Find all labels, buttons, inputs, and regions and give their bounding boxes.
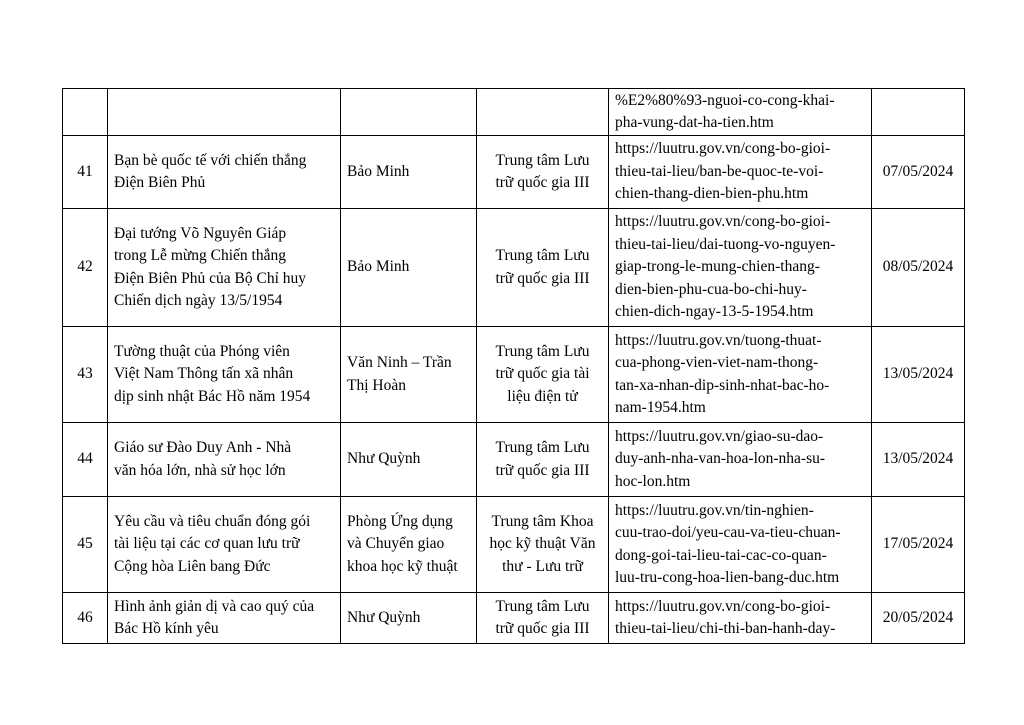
title-cell (108, 89, 341, 136)
source-line: Trung tâm Lưu (495, 439, 590, 456)
url-cell (609, 209, 872, 327)
title-cell (108, 136, 341, 209)
url-line: pha-vung-dat-ha-tien.htm (615, 114, 774, 131)
title-line: Điện Biên Phủ (114, 174, 206, 191)
source-line: Trung tâm Lưu (495, 151, 590, 169)
title-line: Cộng hòa Liên bang Đức (114, 557, 271, 575)
source-cell (477, 327, 609, 423)
source-line: trữ quốc gia III (495, 269, 590, 287)
source-line: liệu điện tử (507, 387, 578, 405)
url-line: tan-xa-nhan-dip-sinh-nhat-bac-ho- (615, 376, 830, 394)
title-line: Việt Nam Thông tấn xã nhân (114, 365, 294, 383)
title-cell (108, 497, 341, 593)
table-row (63, 209, 965, 327)
title-line: tài liệu tại các cơ quan lưu trữ (114, 535, 300, 553)
source-cell (477, 209, 609, 327)
title-cell (108, 209, 341, 327)
url-cell (609, 497, 872, 593)
document-table (62, 88, 965, 644)
url-line: https://luutru.gov.vn/cong-bo-gioi- (615, 597, 831, 615)
title-cell (108, 423, 341, 497)
url-line: %E2%80%93-nguoi-co-cong-khai- (615, 91, 835, 109)
title-line: trong Lễ mừng Chiến thắng (114, 247, 286, 264)
table-row (63, 327, 965, 423)
table-row (63, 497, 965, 593)
title-line: Yêu cầu và tiêu chuẩn đóng gói (114, 512, 311, 530)
source-line: học kỹ thuật Văn (489, 535, 596, 553)
author-line: Thị Hoàn (347, 376, 406, 394)
author-cell (341, 423, 477, 497)
source-cell (477, 593, 609, 644)
source-line: trữ quốc gia tài (495, 365, 590, 383)
url-line: hoc-lon.htm (615, 472, 691, 490)
title-cell (108, 327, 341, 423)
url-line: thieu-tai-lieu/chi-thi-ban-hanh-day- (615, 620, 836, 637)
source-line: trữ quốc gia III (495, 620, 590, 637)
author-line: Bảo Minh (347, 258, 410, 276)
title-line: Giáo sư Đào Duy Anh - Nhà (114, 439, 292, 456)
row-number-cell: 44 (63, 423, 108, 497)
url-cell (609, 89, 872, 136)
title-line: Chiến dịch ngày 13/5/1954 (114, 292, 283, 309)
url-line: cuu-trao-doi/yeu-cau-va-tieu-chuan- (615, 524, 841, 541)
date-cell: 17/05/2024 (872, 497, 965, 593)
url-line: duy-anh-nha-van-hoa-lon-nha-su- (615, 450, 826, 468)
author-line: Như Quỳnh (347, 608, 421, 626)
date-cell: 07/05/2024 (872, 136, 965, 209)
url-line: thieu-tai-lieu/dai-tuong-vo-nguyen- (615, 235, 836, 253)
title-line: Tường thuật của Phóng viên (114, 342, 290, 360)
source-line: Trung tâm Lưu (495, 247, 590, 264)
date-cell: 13/05/2024 (872, 423, 965, 497)
source-line: trữ quốc gia III (495, 461, 590, 479)
source-line: Trung tâm Lưu (495, 342, 590, 360)
title-line: dịp sinh nhật Bác Hồ năm 1954 (114, 387, 311, 405)
row-number-cell: 41 (63, 136, 108, 209)
url-line: cua-phong-vien-viet-nam-thong- (615, 354, 819, 371)
source-line: Trung tâm Lưu (495, 597, 590, 615)
author-cell (341, 89, 477, 136)
url-line: luu-tru-cong-hoa-lien-bang-duc.htm (615, 569, 840, 586)
author-cell (341, 593, 477, 644)
source-line: trữ quốc gia III (495, 174, 590, 191)
url-line: giap-trong-le-mung-chien-thang- (615, 258, 820, 276)
date-cell: 20/05/2024 (872, 593, 965, 644)
url-cell (609, 423, 872, 497)
author-line: Văn Ninh – Trần (347, 354, 452, 371)
source-cell (477, 497, 609, 593)
row-number-cell (63, 89, 108, 136)
source-line: thư - Lưu trữ (502, 557, 583, 575)
author-cell (341, 136, 477, 209)
row-number-cell: 42 (63, 209, 108, 327)
url-line: nam-1954.htm (615, 399, 706, 416)
url-line: dong-goi-tai-lieu-tai-cac-co-quan- (615, 546, 827, 564)
title-line: Hình ảnh giản dị và cao quý của (114, 597, 315, 615)
table-row (63, 423, 965, 497)
source-cell (477, 89, 609, 136)
table-row (63, 136, 965, 209)
author-line: Như Quỳnh (347, 450, 421, 468)
author-cell (341, 327, 477, 423)
table-row (63, 89, 965, 136)
author-line: Phòng Ứng dụng (347, 512, 453, 530)
date-cell: 13/05/2024 (872, 327, 965, 423)
table-row (63, 593, 965, 644)
url-line: https://luutru.gov.vn/tuong-thuat- (615, 331, 822, 349)
title-line: văn hóa lớn, nhà sử học lớn (114, 461, 286, 479)
url-cell (609, 593, 872, 644)
url-line: https://luutru.gov.vn/cong-bo-gioi- (615, 213, 831, 231)
source-cell (477, 136, 609, 209)
author-line: và Chuyển giao (347, 535, 445, 553)
url-line: chien-dich-ngay-13-5-1954.htm (615, 303, 814, 321)
url-cell (609, 327, 872, 423)
title-line: Bạn bè quốc tế với chiến thắng (114, 151, 307, 169)
url-line: dien-bien-phu-cua-bo-chi-huy- (615, 280, 807, 298)
url-line: thieu-tai-lieu/ban-be-quoc-te-voi- (615, 162, 824, 180)
title-cell (108, 593, 341, 644)
author-cell (341, 209, 477, 327)
url-line: chien-thang-dien-bien-phu.htm (615, 185, 809, 203)
author-line: khoa học kỹ thuật (347, 557, 458, 575)
date-cell (872, 89, 965, 136)
title-line: Bác Hồ kính yêu (114, 620, 219, 637)
url-cell (609, 136, 872, 209)
url-line: https://luutru.gov.vn/cong-bo-gioi- (615, 140, 831, 158)
source-cell (477, 423, 609, 497)
author-line: Bảo Minh (347, 162, 410, 180)
date-cell: 08/05/2024 (872, 209, 965, 327)
row-number-cell: 45 (63, 497, 108, 593)
row-number-cell: 43 (63, 327, 108, 423)
source-line: Trung tâm Khoa (491, 512, 594, 530)
title-line: Điện Biên Phủ của Bộ Chỉ huy (114, 269, 307, 287)
row-number-cell: 46 (63, 593, 108, 644)
author-cell (341, 497, 477, 593)
url-line: https://luutru.gov.vn/giao-su-dao- (615, 427, 824, 445)
url-line: https://luutru.gov.vn/tin-nghien- (615, 501, 814, 519)
title-line: Đại tướng Võ Nguyên Giáp (114, 224, 287, 242)
